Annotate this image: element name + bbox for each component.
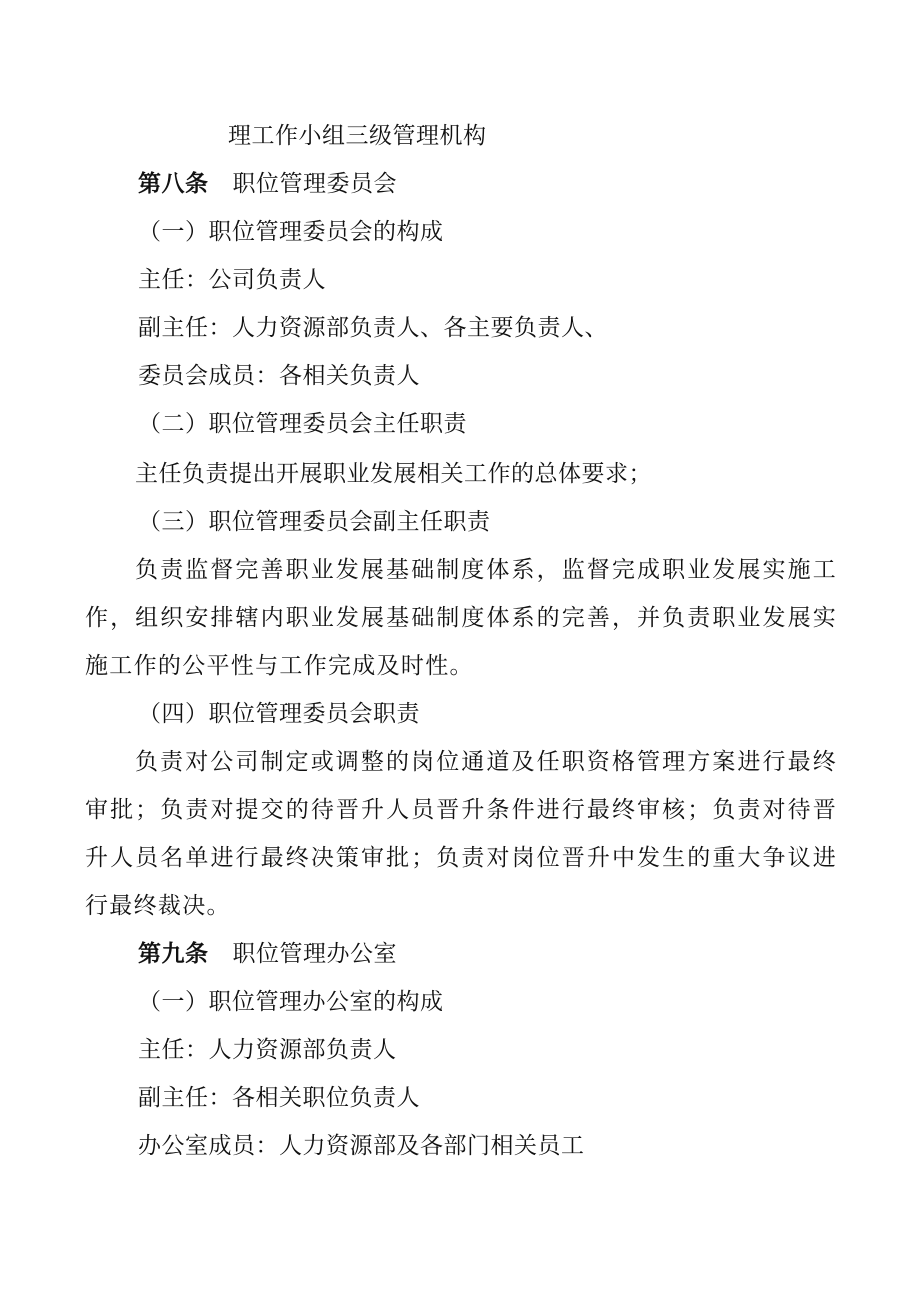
article-8-section-1-heading: （一）职位管理委员会的构成: [138, 219, 444, 245]
article-8-section-3-heading: （三）职位管理委员会副主任职责: [138, 509, 491, 535]
article-8-label: 第八条: [138, 171, 209, 197]
continued-heading-line: 理工作小组三级管理机构: [228, 123, 487, 149]
article-9-heading: [138, 930, 397, 978]
article-8-heading: [138, 160, 397, 208]
article-8-section-2-heading: （二）职位管理委员会主任职责: [138, 411, 467, 437]
article-8-vice-chair: 副主任：人力资源部负责人、各主要负责人、: [138, 315, 608, 341]
article-8-members: 委员会成员：各相关负责人: [138, 363, 420, 389]
article-9-members: 办公室成员：人力资源部及各部门相关员工: [138, 1133, 585, 1159]
article-9-label: 第九条: [138, 941, 209, 967]
article-9-section-1-heading: （一）职位管理办公室的构成: [138, 989, 444, 1015]
article-8-section-4-heading: （四）职位管理委员会职责: [138, 701, 420, 727]
article-8-chair: 主任：公司负责人: [138, 267, 326, 293]
article-9-chair: 主任：人力资源部负责人: [138, 1037, 397, 1063]
article-9-title: 职位管理办公室: [232, 941, 397, 967]
article-8-section-4-text: 负责对公司制定或调整的岗位通道及任职资格管理方案进行最终审批；负责对提交的待晋升人员晋升条件进行最终审核；负责对待晋升人员名单进行最终决策审批；负责对岗位晋升中发生的重大争议进行最终裁决。: [85, 749, 837, 919]
article-8-title: 职位管理委员会: [232, 171, 397, 197]
article-9-vice-chair: 副主任：各相关职位负责人: [138, 1085, 420, 1111]
article-8-section-3-text: 负责监督完善职业发展基础制度体系，监督完成职业发展实施工作，组织安排辖内职业发展基础制度体系的完善，并负责职业发展实施工作的公平性与工作完成及时性。: [85, 557, 837, 679]
article-8-section-2-text: 主任负责提出开展职业发展相关工作的总体要求；: [135, 461, 652, 487]
